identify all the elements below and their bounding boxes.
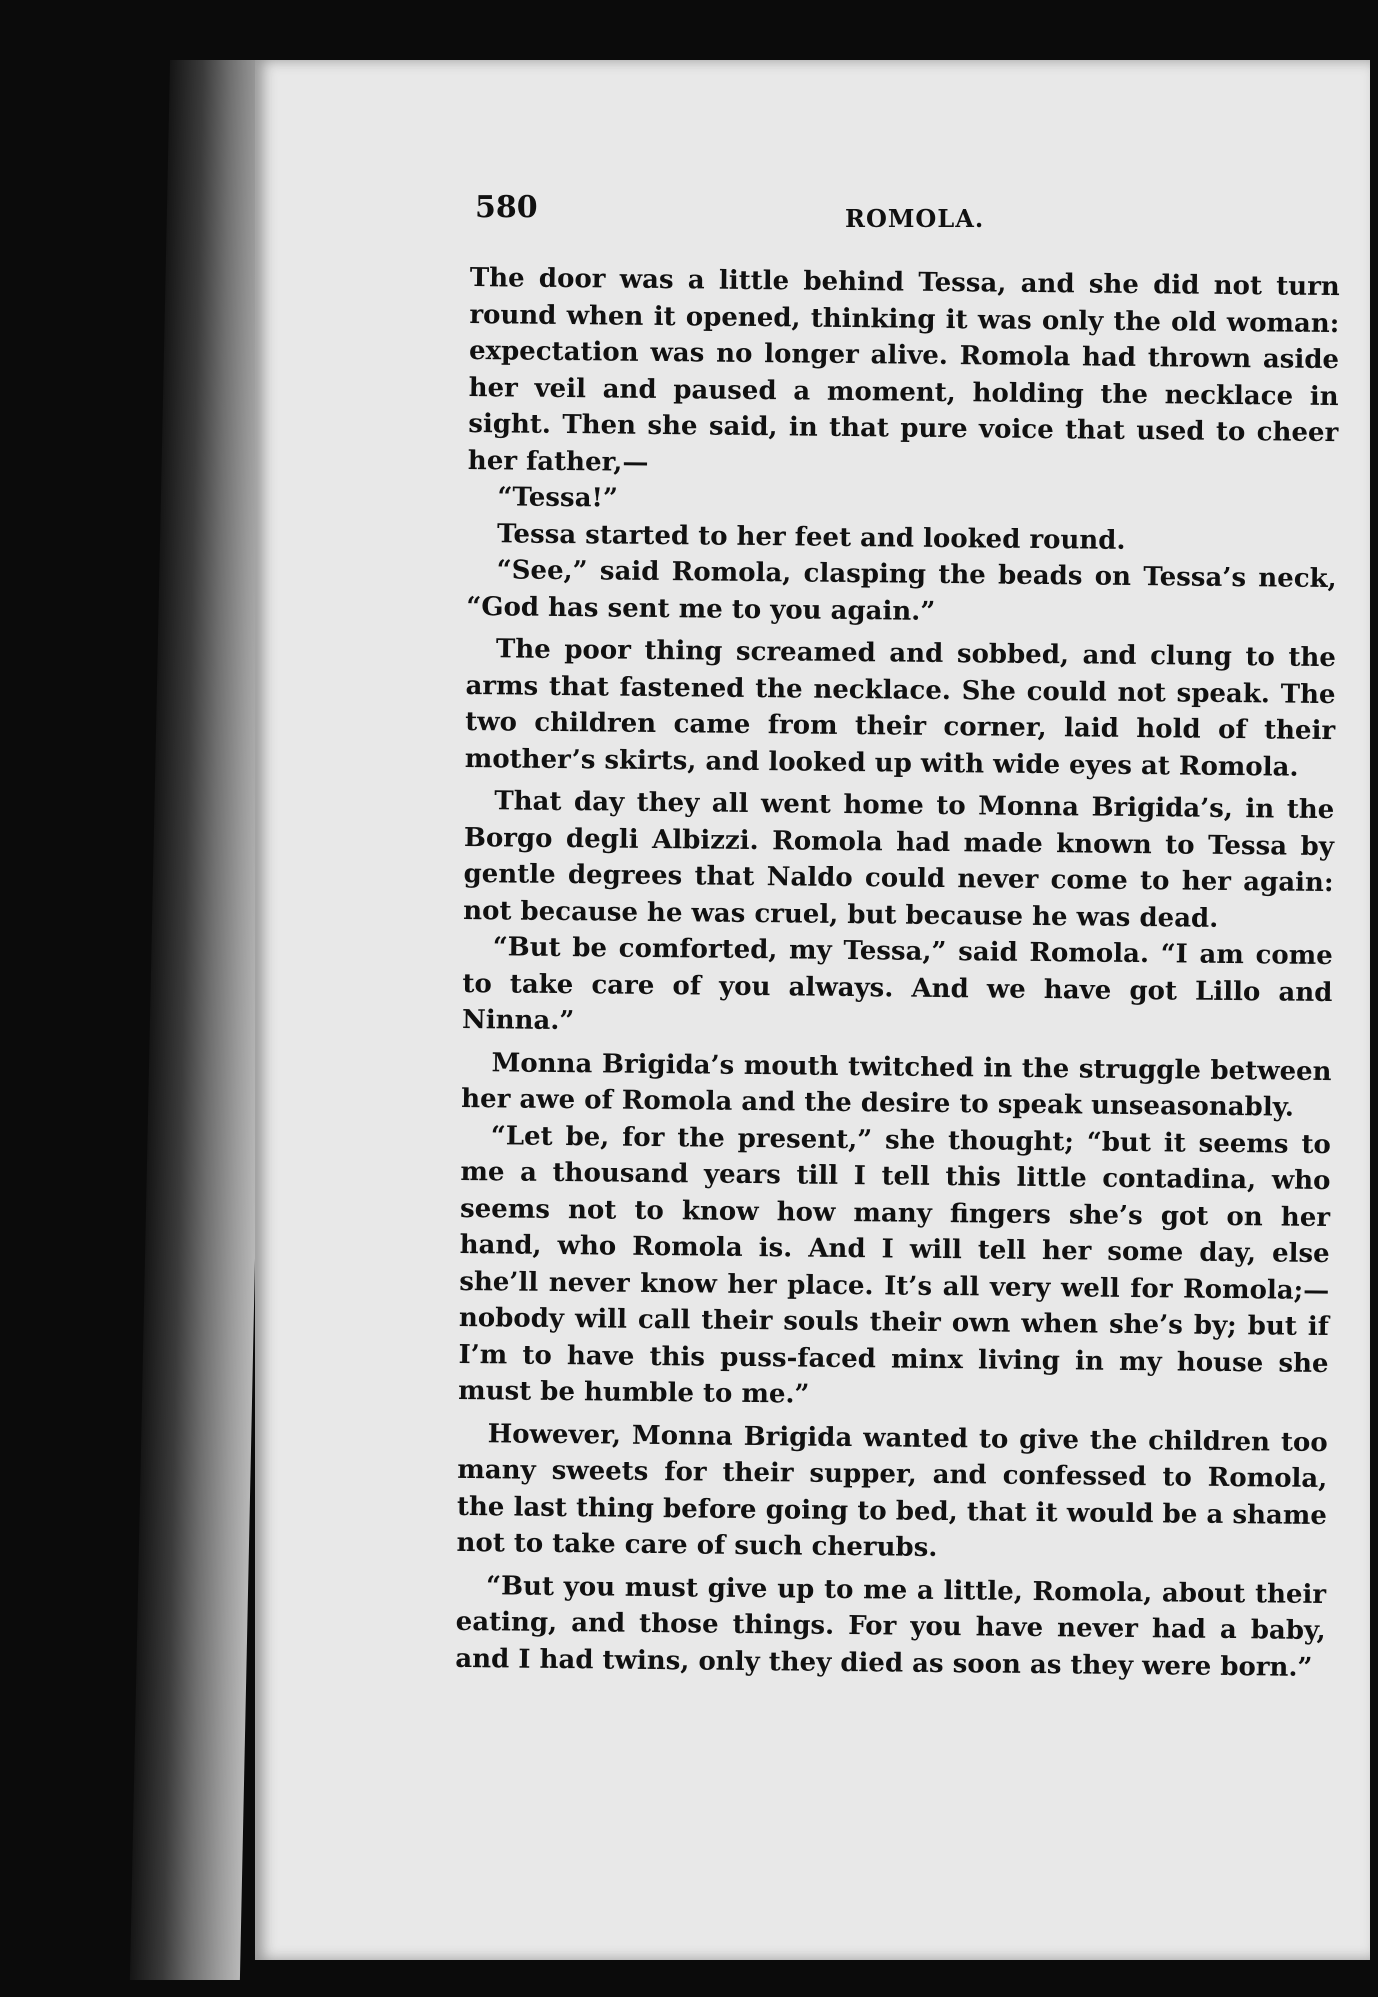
paragraph: The door was a little behind Tessa, and she did not turn round when it opened, thinking it was only the old woman: expectation was no longer alive. Romola had thrown aside her veil and paused a moment, holding the necklace in sight. Then she said, in that pure voice that used to cheer her father,— [467,262,1340,478]
page-header [475,190,1335,240]
page-number: 580 [475,190,538,225]
paragraph: Tessa started to her feet and looked round. [496,518,1126,556]
paragraph: “Tessa!” [497,482,619,514]
paragraph: Monna Brigida’s mouth twitched in the struggle between her awe of Romola and the desire to speak unseasonably. [461,1047,1332,1123]
paragraph: “See,” said Romola, clasping the beads on Tessa’s neck, “God has sent me to you again.” [466,555,1337,627]
page-text [455,260,1340,1686]
paragraph: “Let be, for the present,” she thought; “but it seems to me a thousand years till I tell this little contadina, who seems not to know how many fingers she’s got on her hand, who Romola is. And I will tell her some day, else she’ll never know her place. It’s all very well for Romola;—nobody will call their souls their own when she’s by; but if I’m to have this puss-faced minx living in my house she must be humble to me.” [457,1120,1331,1410]
paragraph: However, Monna Brigida wanted to give the children too many sweets for their supper, and confessed to Romola, the last thing before going to bed, that it would be a shame not to take care of such cherubs. [456,1418,1328,1563]
running-title: ROMOLA. [845,204,985,233]
paragraph: “But be comforted, my Tessa,” said Romola. “I am come to take care of you always. And we have got Lillo and Ninna.” [461,932,1333,1037]
paragraph: The poor thing screamed and sobbed, and clung to the arms that fastened the necklace. She could not speak. The two children came from their corner, laid hold of their mother’s skirts, and looked up with wide eyes at Romola. [464,634,1337,783]
paragraph: That day they all went home to Monna Brigida’s, in the Borgo degli Albizzi. Romola had made known to Tessa by gentle degrees that Naldo could never come to her again: not because he was cruel, but because he was dead. [463,786,1335,934]
paragraph: “But you must give up to me a little, Romola, about their eating, and those things. For you have never had a baby, and I had twins, only they died as soon as they were born.” [455,1570,1327,1683]
